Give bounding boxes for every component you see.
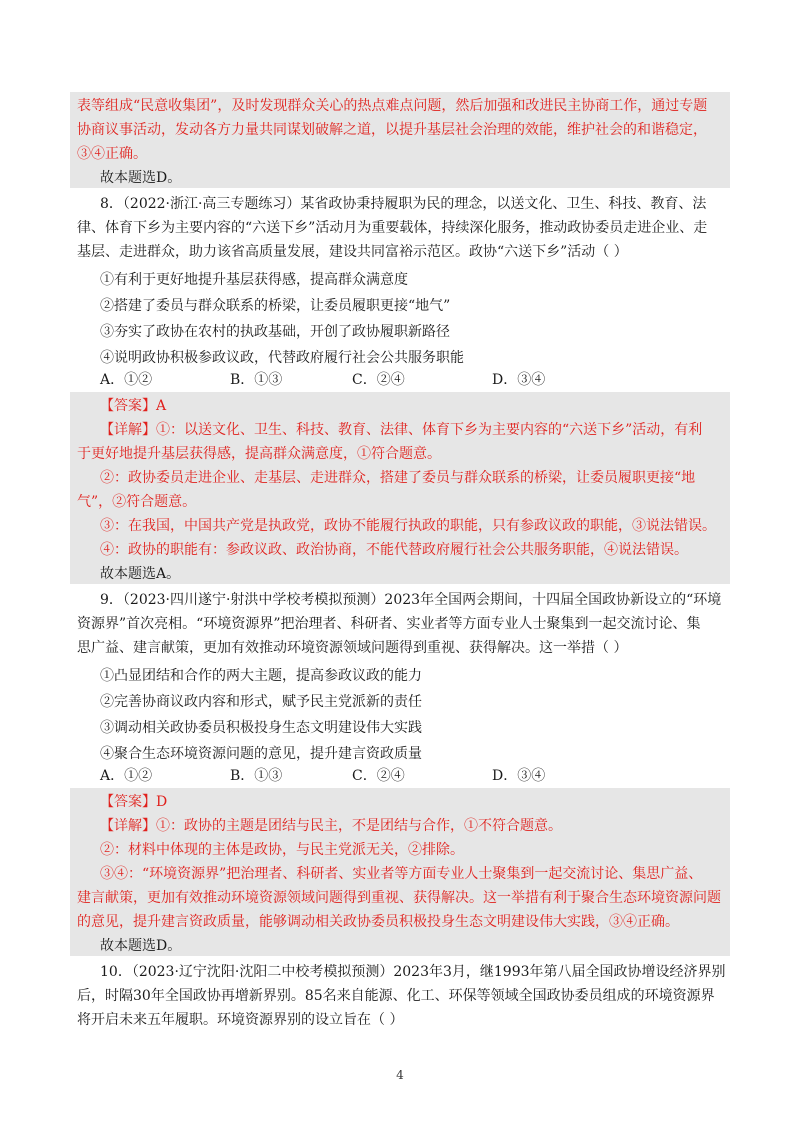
q9-explain-line: 【详解】①：政协的主题是团结与民主，不是团结与合作，①不符合题意。: [100, 818, 562, 834]
q8-stem-line: 律、体育下乡为主要内容的“六送下乡”活动月为重要载体，持续深化服务，推动政协委员走进企业、走: [77, 220, 708, 236]
prev-conclusion: 故本题选D。: [100, 170, 182, 186]
q9-explain-line: ②：材料中体现的主体是政协，与民主党派无关，②排除。: [100, 842, 464, 858]
q10-stem-line: 后，时隔30年全国政协再增新界别。85名来自能源、化工、环保等领域全国政协委员组成的环境资源界: [77, 988, 715, 1004]
q9-item: ②完善协商议政内容和形式，赋予民主党派新的责任: [100, 694, 422, 710]
q9-stem-line: 资源界”首次亮相。“环境资源界”把治理者、科研者、实业者等方面专业人士聚集到一起交流讨论、集: [77, 616, 701, 632]
q9-item: ③调动相关政协委员积极投身生态文明建设伟大实践: [100, 720, 422, 736]
prev-answer-line: 协商议事活动，发动各方力量共同谋划破解之道，以提升基层社会治理的效能，维护社会的和谐稳定，: [77, 122, 707, 138]
q9-option-b: B．①③: [230, 768, 283, 784]
q8-answer: 【答案】A: [100, 398, 167, 414]
q8-explain-line: 于更好地提升基层获得感，提高群众满意度，①符合题意。: [77, 446, 441, 462]
q8-item: ①有利于更好地提升基层获得感，提高群众满意度: [100, 272, 408, 288]
q8-conclusion: 故本题选A。: [100, 566, 181, 582]
q8-item: ②搭建了委员与群众联系的桥梁，让委员履职更接“地气”: [100, 298, 451, 314]
q8-explain-line: ④：政协的职能有：参政议政、政治协商，不能代替政府履行社会公共服务职能，④说法错误。: [100, 542, 688, 558]
q9-option-d: D．③④: [492, 768, 546, 784]
q9-explain-line: ③④：“环境资源界”把治理者、科研者、实业者等方面专业人士聚集到一起交流讨论、集思广益、: [100, 866, 703, 882]
prev-answer-line: 表等组成“民意收集团”，及时发现群众关心的热点难点问题，然后加强和改进民主协商工作，通过专题: [77, 98, 708, 114]
q9-conclusion: 故本题选D。: [100, 938, 182, 954]
q8-item: ③夯实了政协在农村的执政基础，开创了政协履职新路径: [100, 324, 450, 340]
q10-stem-line: 10．（2023·辽宁沈阳·沈阳二中校考模拟预测）2023年3月，继1993年第八届全国政协增设经济界别: [100, 964, 726, 980]
q8-option-c: C．②④: [352, 372, 405, 388]
q9-answer: 【答案】D: [100, 794, 168, 810]
page-number: 4: [396, 1068, 404, 1082]
q9-explain-line: 建言献策，更加有效推动环境资源领域问题得到重视、获得解决。这一举措有利于聚合生态环境资源问题: [77, 890, 721, 906]
q8-explain-line: 【详解】①：以送文化、卫生、科技、教育、法律、体育下乡为主要内容的“六送下乡”活动，有利: [100, 422, 703, 438]
q9-option-c: C．②④: [352, 768, 405, 784]
q8-stem-line: 基层、走进群众，助力该省高质量发展，建设共同富裕示范区。政协“六送下乡”活动（ ）: [77, 244, 628, 260]
prev-answer-line: ③④正确。: [77, 146, 147, 162]
q9-item: ①凸显团结和合作的两大主题，提高参政议政的能力: [100, 668, 422, 684]
q9-item: ④聚合生态环境资源问题的意见，提升建言资政质量: [100, 746, 422, 762]
q9-stem-line: 思广益、建言献策，更加有效推动环境资源领域问题得到重视、获得解决。这一举措（ ）: [77, 640, 628, 656]
q8-stem-line: 8．（2022·浙江·高三专题练习）某省政协秉持履职为民的理念，以送文化、卫生、科技、教育、法: [100, 196, 707, 212]
q8-explain-line: ③：在我国，中国共产党是执政党，政协不能履行执政的职能，只有参政议政的职能，③说法错误。: [100, 518, 716, 534]
q8-item: ④说明政协积极参政议政，代替政府履行社会公共服务职能: [100, 350, 464, 366]
q8-option-d: D．③④: [492, 372, 546, 388]
q10-stem-line: 将开启未来五年履职。环境资源界别的设立旨在（ ）: [77, 1012, 404, 1028]
q8-explain-line: ②：政协委员走进企业、走基层、走进群众，搭建了委员与群众联系的桥梁，让委员履职更接“地: [100, 470, 696, 486]
q8-option-b: B．①③: [230, 372, 283, 388]
q8-option-a: A．①②: [100, 372, 153, 388]
q9-explain-line: 的意见，提升建言资政质量，能够调动相关政协委员积极投身生态文明建设伟大实践，③④正确。: [77, 914, 679, 930]
q9-option-a: A．①②: [100, 768, 153, 784]
q8-explain-line: 气”，②符合题意。: [77, 494, 197, 510]
q9-stem-line: 9．（2023·四川遂宁·射洪中学校考模拟预测）2023年全国两会期间，十四届全国政协新设立的“环境: [100, 592, 722, 608]
